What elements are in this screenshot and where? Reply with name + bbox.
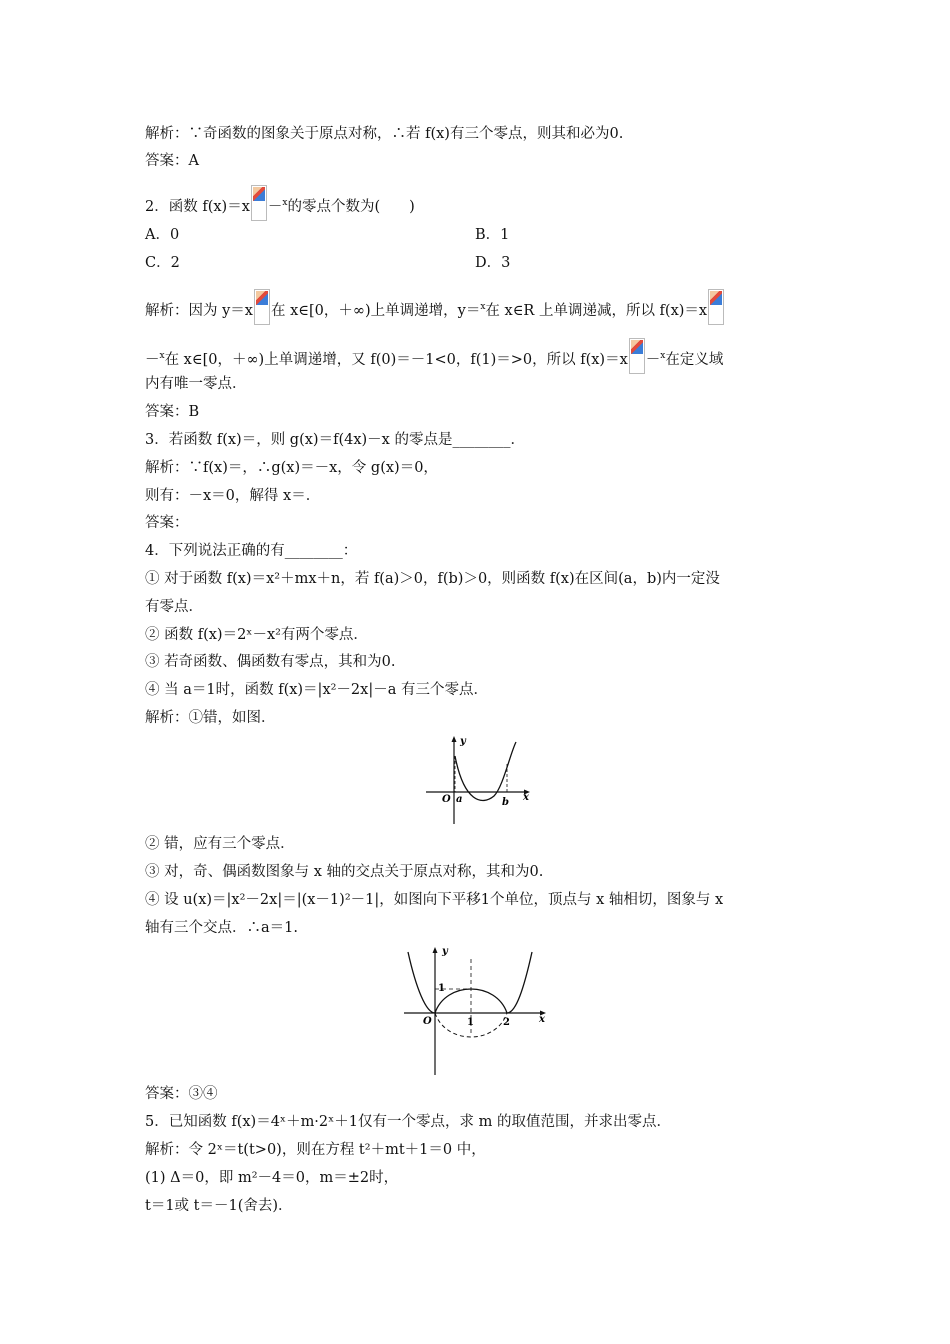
text-fragment: 在 x∈R 上单调递减，所以 f(x)＝x bbox=[485, 303, 708, 319]
y-axis-label: y bbox=[442, 946, 448, 957]
q2-text-b: － bbox=[267, 199, 283, 215]
text-line: 则有：－x＝0，解得 x＝． bbox=[145, 488, 321, 504]
text-line bbox=[145, 289, 725, 325]
text-line: ③ 对，奇、偶函数图象与 x 轴的交点关于原点对称，其和为0. bbox=[145, 864, 544, 880]
answer-line: 答案：③④ bbox=[145, 1086, 218, 1102]
origin-label: O bbox=[442, 794, 451, 805]
question-2 bbox=[145, 185, 415, 221]
x-axis-label: x bbox=[539, 1014, 545, 1025]
option-c: C．2 bbox=[145, 255, 180, 271]
text-line: t＝1或 t＝－1(舍去)． bbox=[145, 1198, 293, 1214]
text-line: ④ 设 u(x)＝|x²－2x|＝|(x－1)²－1|，如图向下平移1个单位，顶点与 x 轴相切，图象与 x bbox=[145, 892, 724, 908]
text-line bbox=[145, 338, 723, 374]
text-line: (1) Δ＝0，即 m²－4＝0，m＝±2时， bbox=[145, 1170, 399, 1186]
option-d: D．3 bbox=[475, 255, 511, 271]
superscript: x bbox=[660, 351, 666, 362]
point-a-label: a bbox=[456, 794, 463, 805]
x-axis-label: x bbox=[523, 792, 529, 803]
text-fragment: － bbox=[145, 352, 160, 368]
text-fragment: 在定义域 bbox=[665, 352, 724, 368]
y-tick-1: 1 bbox=[438, 983, 445, 994]
broken-image-icon bbox=[629, 338, 645, 374]
text-fragment: 在 x∈[0，＋∞)上单调递增，y＝ bbox=[270, 303, 481, 319]
text-line: ① 对于函数 f(x)＝x²＋mx＋n，若 f(a)＞0，f(b)＞0，则函数 f(x)在区间(a，b)内一定没 bbox=[145, 571, 720, 587]
superscript: x bbox=[159, 351, 165, 362]
origin-label: O bbox=[423, 1016, 432, 1027]
text-line: 解析：①错，如图． bbox=[145, 710, 276, 726]
text-fragment: 在 x∈[0，＋∞)上单调递增，又 f(0)＝－1<0，f(1)＝>0，所以 f(x)＝x bbox=[164, 352, 628, 368]
answer-line: 答案： bbox=[145, 515, 189, 531]
text-line: ④ 当 a＝1时，函数 f(x)＝|x²－2x|－a 有三个零点． bbox=[145, 682, 488, 698]
answer-line: 答案：A bbox=[145, 153, 199, 169]
q2-text-c: 的零点个数为( ) bbox=[287, 199, 415, 215]
superscript: x bbox=[480, 302, 486, 313]
option-a: A．0 bbox=[145, 227, 180, 243]
parabola-figure bbox=[420, 734, 532, 826]
text-fragment: － bbox=[645, 352, 661, 368]
broken-image-icon bbox=[251, 185, 267, 221]
text-line: 解析：∵奇函数的图象关于原点对称，∴若 f(x)有三个零点，则其和必为0. bbox=[145, 126, 624, 142]
text-line: ③ 若奇函数、偶函数有零点，其和为0. bbox=[145, 654, 396, 670]
x-tick-2: 2 bbox=[503, 1017, 510, 1028]
text-line: 解析：令 2ˣ＝t(t>0)，则在方程 t²＋mt＋1＝0 中， bbox=[145, 1142, 486, 1158]
question-4: 4．下列说法正确的有________： bbox=[145, 543, 358, 559]
point-b-label: b bbox=[502, 797, 509, 808]
answer-line: 答案：B bbox=[145, 404, 200, 420]
text-line: 解析：∵f(x)＝，∴g(x)＝－x，令 g(x)＝0， bbox=[145, 460, 438, 476]
question-5: 5．已知函数 f(x)＝4ˣ＋m·2ˣ＋1仅有一个零点，求 m 的取值范围，并求出零点． bbox=[145, 1114, 671, 1130]
text-fragment: 解析：因为 y＝x bbox=[145, 303, 253, 319]
x-tick-1: 1 bbox=[467, 1017, 474, 1028]
y-axis-label: y bbox=[460, 736, 466, 747]
text-line: 有零点． bbox=[145, 599, 203, 615]
text-line: ② 函数 f(x)＝2ˣ－x²有两个零点． bbox=[145, 627, 368, 643]
text-line: 内有唯一零点． bbox=[145, 376, 247, 392]
absolute-value-figure bbox=[400, 944, 550, 1076]
text-line: 轴有三个交点．∴a＝1. bbox=[145, 920, 298, 936]
broken-image-icon bbox=[254, 289, 270, 325]
superscript: x bbox=[282, 198, 288, 209]
question-3: 3．若函数 f(x)＝，则 g(x)＝f(4x)－x 的零点是________． bbox=[145, 432, 525, 448]
broken-image-icon bbox=[708, 289, 724, 325]
text-line: ② 错，应有三个零点． bbox=[145, 836, 295, 852]
option-b: B．1 bbox=[475, 227, 510, 243]
q2-text-a: 2．函数 f(x)＝x bbox=[145, 199, 250, 215]
